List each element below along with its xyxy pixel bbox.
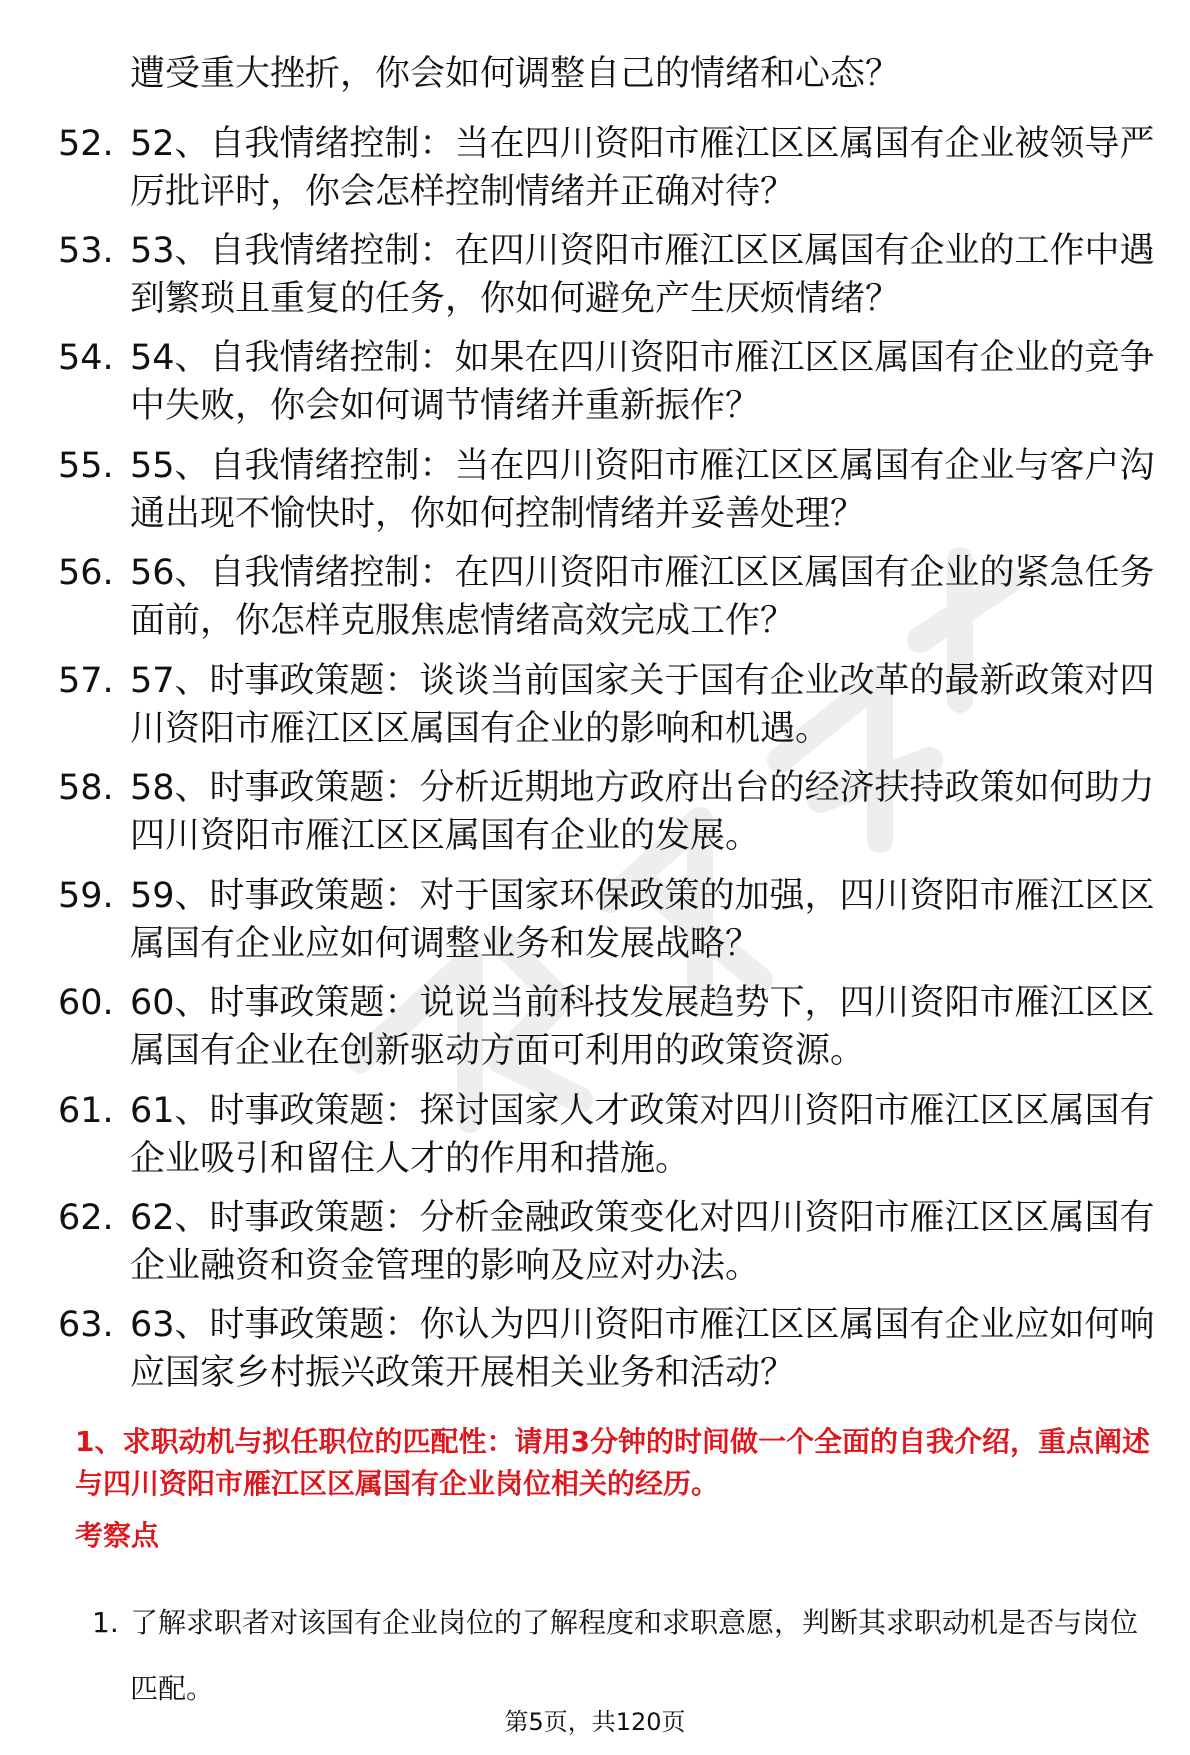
question-text: 58、时事政策题：分析近期地方政府出台的经济扶持政策如何助力四川资阳市雁江区区属国有企业的发展。 <box>130 768 1155 856</box>
item-number: 63. <box>58 1305 114 1345</box>
question-item <box>58 120 1160 216</box>
question-item <box>58 764 1160 860</box>
item-number: 53. <box>58 231 114 271</box>
question-text: 57、时事政策题：谈谈当前国家关于国有企业改革的最新政策对四川资阳市雁江区区属国有企业的影响和机遇。 <box>130 661 1155 749</box>
item-number: 62. <box>58 1198 114 1238</box>
question-text: 59、时事政策题：对于国家环保政策的加强，四川资阳市雁江区区属国有企业应如何调整业务和发展战略？ <box>130 876 1155 964</box>
question-item <box>58 657 1160 753</box>
question-item <box>58 442 1160 538</box>
answer-heading: 1、求职动机与拟任职位的匹配性：请用3分钟的时间做一个全面的自我介绍，重点阐述与四川资阳市雁江区区属国有企业岗位相关的经历。 <box>75 1425 1150 1500</box>
question-text: 60、时事政策题：说说当前科技发展趋势下，四川资阳市雁江区区属国有企业在创新驱动方面可利用的政策资源。 <box>130 983 1155 1071</box>
question-item <box>58 872 1160 968</box>
item-number: 55. <box>58 446 114 486</box>
question-item <box>58 227 1160 323</box>
point-item <box>92 1590 1160 1722</box>
item-number: 60. <box>58 983 114 1023</box>
question-item <box>58 549 1160 645</box>
question-item <box>58 334 1160 430</box>
question-item <box>58 1301 1160 1397</box>
question-text: 63、时事政策题：你认为四川资阳市雁江区区属国有企业应如何响应国家乡村振兴政策开展相关业务和活动？ <box>130 1305 1155 1393</box>
question-text: 52、自我情绪控制：当在四川资阳市雁江区区属国有企业被领导严厉批评时，你会怎样控制情绪并正确对待？ <box>130 124 1155 212</box>
question-text: 54、自我情绪控制：如果在四川资阳市雁江区区属国有企业的竞争中失败，你会如何调节情绪并重新振作？ <box>130 338 1155 426</box>
question-text: 62、时事政策题：分析金融政策变化对四川资阳市雁江区区属国有企业融资和资金管理的影响及应对办法。 <box>130 1198 1155 1286</box>
item-number: 61. <box>58 1091 114 1131</box>
item-number: 56. <box>58 553 114 593</box>
section-label: 考察点 <box>75 1519 160 1552</box>
question-text: 56、自我情绪控制：在四川资阳市雁江区区属国有企业的紧急任务面前，你怎样克服焦虑情绪高效完成工作？ <box>130 553 1155 641</box>
question-item <box>58 979 1160 1075</box>
item-number: 57. <box>58 661 114 701</box>
question-item <box>58 1194 1160 1290</box>
item-number: 52. <box>58 124 114 164</box>
page-footer: 第5页，共120页 <box>504 1708 686 1736</box>
item-number: 54. <box>58 338 114 378</box>
question-text: 55、自我情绪控制：当在四川资阳市雁江区区属国有企业与客户沟通出现不愉快时，你如何控制情绪并妥善处理？ <box>130 446 1155 534</box>
question-item <box>58 1087 1160 1183</box>
item-number: 58. <box>58 768 114 808</box>
continuation-text: 遭受重大挫折，你会如何调整自己的情绪和心态？ <box>130 54 901 94</box>
point-text: 了解求职者对该国有企业岗位的了解程度和求职意愿，判断其求职动机是否与岗位匹配。 <box>130 1606 1139 1705</box>
item-number: 1. <box>92 1606 119 1639</box>
item-number: 59. <box>58 876 114 916</box>
question-text: 61、时事政策题：探讨国家人才政策对四川资阳市雁江区区属国有企业吸引和留住人才的作用和措施。 <box>130 1091 1155 1179</box>
question-text: 53、自我情绪控制：在四川资阳市雁江区区属国有企业的工作中遇到繁琐且重复的任务，你如何避免产生厌烦情绪？ <box>130 231 1155 319</box>
